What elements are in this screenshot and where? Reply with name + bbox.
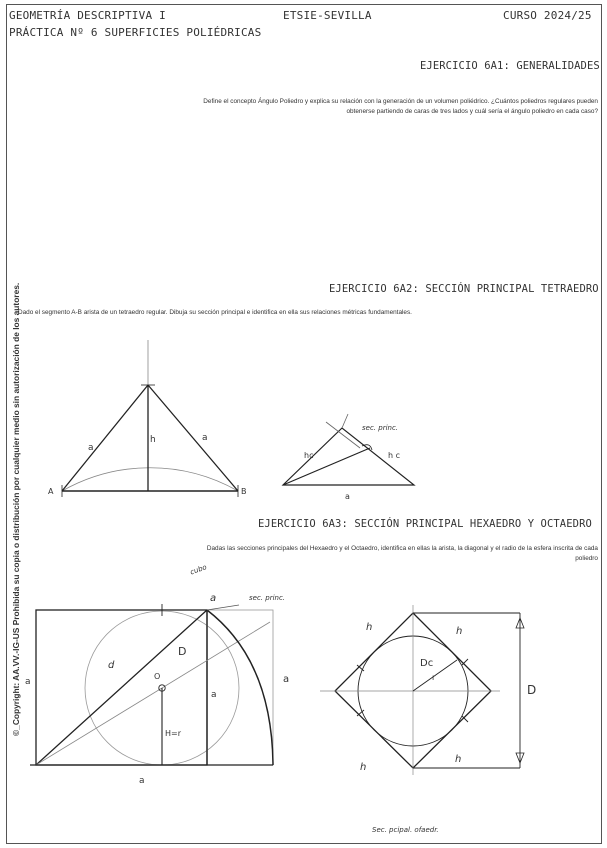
hexa-label-a-mid: a bbox=[211, 690, 217, 700]
hexa-label-a-bottom: a bbox=[139, 776, 145, 786]
octa-label-h-tr: h bbox=[456, 626, 463, 637]
practice-title: PRÁCTICA Nº 6 SUPERFICIES POLIÉDRICAS bbox=[9, 26, 262, 39]
course-title: GEOMETRÍA DESCRIPTIVA I bbox=[9, 9, 166, 22]
exercise-6a3-text-line2: poliedro bbox=[575, 555, 598, 562]
exercise-6a2-text: Dado el segmento A-B arista de un tetraedro regular. Dibuja su sección principal e identifica en ella sus relaciones métricas fundamentales. bbox=[18, 309, 412, 316]
octa-sec-label: Sec. pcipal. ofaedr. bbox=[372, 826, 439, 834]
exercise-6a3-text-line1: Dadas las secciones principales del Hexaedro y el Octaedro, identifica en ellas la arista, la diagonal y el radio de la esfera inscrita de cada bbox=[206, 545, 598, 552]
hexa-label-a-right: a bbox=[283, 674, 290, 685]
tetra-hc-right-label: h c bbox=[388, 451, 401, 460]
tetra-label-a-right: a bbox=[202, 433, 208, 443]
exercise-6a1-text-line1: Define el concepto Ángulo Poliedro y explica su relación con la generación de un volumen poliédrico. ¿Cuántos poliedros regulares pueden bbox=[203, 98, 598, 105]
point-a-label: A bbox=[48, 487, 54, 496]
hexahedron-section-drawing bbox=[30, 604, 273, 765]
school-name: ETSIE-SEVILLA bbox=[283, 9, 372, 22]
tetra-label-h: h bbox=[150, 435, 156, 445]
course-year: CURSO 2024/25 bbox=[503, 9, 592, 22]
octa-label-h-br: h bbox=[455, 754, 462, 765]
hexa-label-o: O bbox=[154, 672, 161, 681]
hexa-label-big-d: D bbox=[178, 645, 187, 658]
exercise-6a2-title: EJERCICIO 6A2: SECCIÓN PRINCIPAL TETRAEDRO bbox=[329, 283, 599, 295]
exercise-6a3-title: EJERCICIO 6A3: SECCIÓN PRINCIPAL HEXAEDRO Y OCTAEDRO bbox=[258, 518, 592, 530]
exercise-6a1-title: EJERCICIO 6A1: GENERALIDADES bbox=[420, 60, 600, 72]
tetra-arc bbox=[62, 468, 238, 491]
octa-label-h-bl: h bbox=[360, 762, 367, 773]
octa-label-big-d: D bbox=[527, 683, 537, 697]
tetra-sec-label: sec. princ. bbox=[362, 424, 399, 432]
hexa-label-r: H=r bbox=[165, 729, 182, 738]
octa-label-h-tl: h bbox=[366, 622, 373, 633]
tetra-hc-left-label: hc bbox=[304, 451, 314, 460]
hexa-cubo-label: cubo bbox=[189, 563, 208, 577]
octahedron-section-drawing bbox=[320, 605, 524, 775]
hexa-label-d: d bbox=[108, 660, 115, 671]
tetra-label-a-left: a bbox=[88, 443, 94, 453]
hexa-sec-label: sec. princ. bbox=[249, 594, 286, 602]
octa-label-dc: Dc bbox=[420, 658, 434, 669]
octa-label-r: r bbox=[432, 673, 436, 682]
hexa-label-a-top: a bbox=[210, 593, 217, 604]
exercise-6a1-text-line2: obtenerse partiendo de caras de tres lados y cuál sería el ángulo poliedro en cada caso? bbox=[346, 108, 598, 115]
point-b-label: B bbox=[241, 487, 247, 496]
tetrahedron-section-drawing bbox=[62, 340, 238, 497]
tetra-small-a-label: a bbox=[345, 492, 350, 501]
hexa-label-a-left: a bbox=[25, 677, 31, 687]
copyright-notice: ©_Copyright: AA.VV.-IG-US Prohibida su copia o distribución por cualquier medio sin autorización de los autores. bbox=[11, 282, 21, 736]
